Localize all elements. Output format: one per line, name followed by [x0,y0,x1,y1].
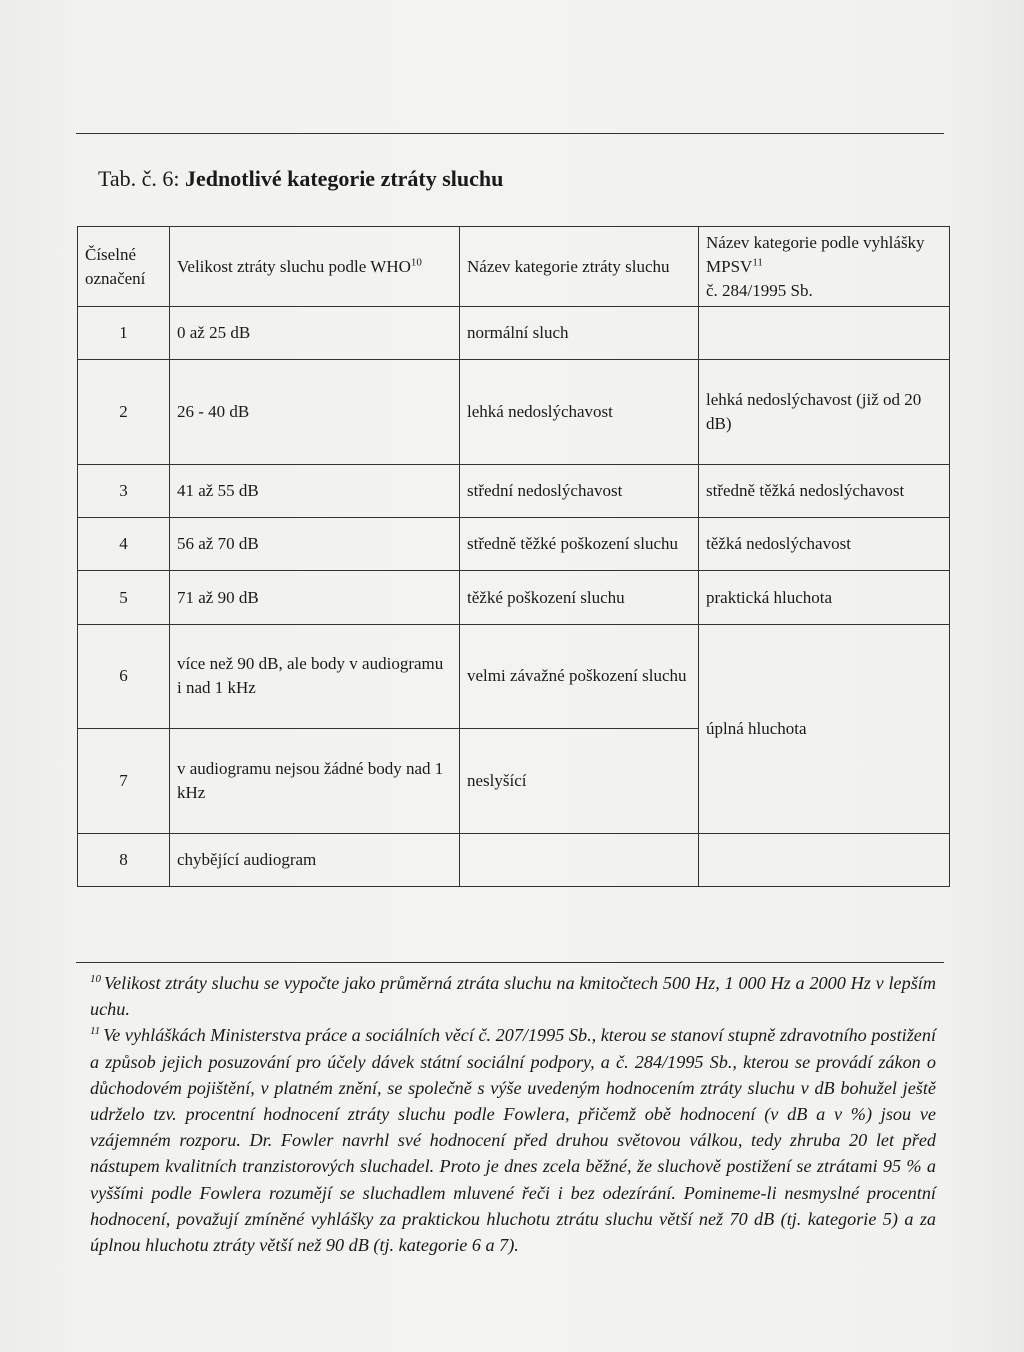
hearing-loss-table [77,226,950,887]
footnote-mark: 11 [90,1025,101,1038]
row-number: 2 [78,360,170,464]
row-category-name: neslyšící [460,729,699,833]
row-category-name: střední nedoslýchavost [460,464,699,517]
header-mpsv-category: Název kategorie podle vyhlášky MPSV$^{11}$ č. 284/1995 Sb. [699,227,950,307]
table-row [78,360,950,464]
header-who-loss: Velikost ztráty sluchu podle WHO$^{10}$ [170,227,460,307]
footnotes [90,970,936,1258]
row-category-name: středně těžké poškození sluchu [460,518,699,571]
footnote-10 [90,970,936,1022]
row-loss: v audiogramu nejsou žádné body nad 1 kHz [170,729,460,833]
row-category-name: velmi závažné poškození sluchu [460,624,699,728]
table-row [78,464,950,517]
row-number: 6 [78,624,170,728]
row-loss: 26 - 40 dB [170,360,460,464]
row-mpsv-category: úplná hluchota [699,624,950,833]
table-caption [98,166,503,192]
row-category-name [460,833,699,886]
footnote-ref-10: 10 [410,255,422,268]
row-category-name: normální sluch [460,307,699,360]
footnote-text: Ve vyhláškách Ministerstva práce a sociálních věcí č. 207/1995 Sb., kterou se stanoví stupně zdravotního postižení a způsob jejich posuzování pro účely dávek státní sociální podpory, a č. 284/1995 Sb., kterou se provádí zákon o důchodovém pojištění, v platném znění, se společně s výše uvedeným hodnocením ztráty sluchu v dB bohužel ještě udrželo tzv. procentní hodnocení ztráty sluchu podle Fowlera, přičemž obě hodnocení (v dB a v %) jsou ve vzájemném rozporu. Dr. Fowler navrhl své hodnocení před druhou světovou válkou, tedy zhruba 20 let před nástupem kvalitních tranzistorových sluchadel. Proto je dnes zcela běžné, že sluchově postižení se ztrátami 95 % a vyššími podle Fowlera rozumějí se sluchadlem mluvené řeči i bez odezírání. Pomineme-li nesmyslné procentní hodnocení, považují zmíněné vyhlášky za praktickou hluchotu ztrátu sluchu větší než 70 dB (tj. kategorie 5) a za úplnou hluchotu ztráty větší než 90 dB (tj. kategorie 6 a 7). [90,1025,936,1256]
caption-prefix: Tab. č. 6: [98,166,186,191]
footnote-mark: 10 [90,972,101,985]
header-category-name: Název kategorie ztráty sluchu [460,227,699,307]
table-row [78,518,950,571]
row-mpsv-category: středně těžká nedoslýchavost [699,464,950,517]
row-number: 4 [78,518,170,571]
footnote-ref-11: 11 [752,255,763,268]
table-row [78,624,950,728]
row-mpsv-category: lehká nedoslýchavost (již od 20 dB) [699,360,950,464]
row-mpsv-category: praktická hluchota [699,571,950,624]
table-header-row [78,227,950,307]
table-row [78,833,950,886]
row-loss: 71 až 90 dB [170,571,460,624]
row-loss: chybějící audiogram [170,833,460,886]
row-category-name: těžké poškození sluchu [460,571,699,624]
row-number: 3 [78,464,170,517]
row-category-name: lehká nedoslýchavost [460,360,699,464]
row-mpsv-category [699,307,950,360]
row-mpsv-category [699,833,950,886]
row-number: 7 [78,729,170,833]
top-rule [76,133,944,134]
caption-title: Jednotlivé kategorie ztráty sluchu [185,166,504,191]
row-number: 1 [78,307,170,360]
row-number: 8 [78,833,170,886]
table-row [78,307,950,360]
row-loss: 56 až 70 dB [170,518,460,571]
row-loss: 41 až 55 dB [170,464,460,517]
row-number: 5 [78,571,170,624]
footnote-rule [76,962,944,963]
header-number: Číselné označení [78,227,170,307]
row-mpsv-category: těžká nedoslýchavost [699,518,950,571]
row-loss: více než 90 dB, ale body v audiogramu i nad 1 kHz [170,624,460,728]
footnote-11 [90,1022,936,1258]
footnote-text: Velikost ztráty sluchu se vypočte jako průměrná ztráta sluchu na kmitočtech 500 Hz, 1 000 Hz a 2000 Hz v lepším uchu. [90,973,936,1020]
table-row [78,571,950,624]
row-loss: 0 až 25 dB [170,307,460,360]
